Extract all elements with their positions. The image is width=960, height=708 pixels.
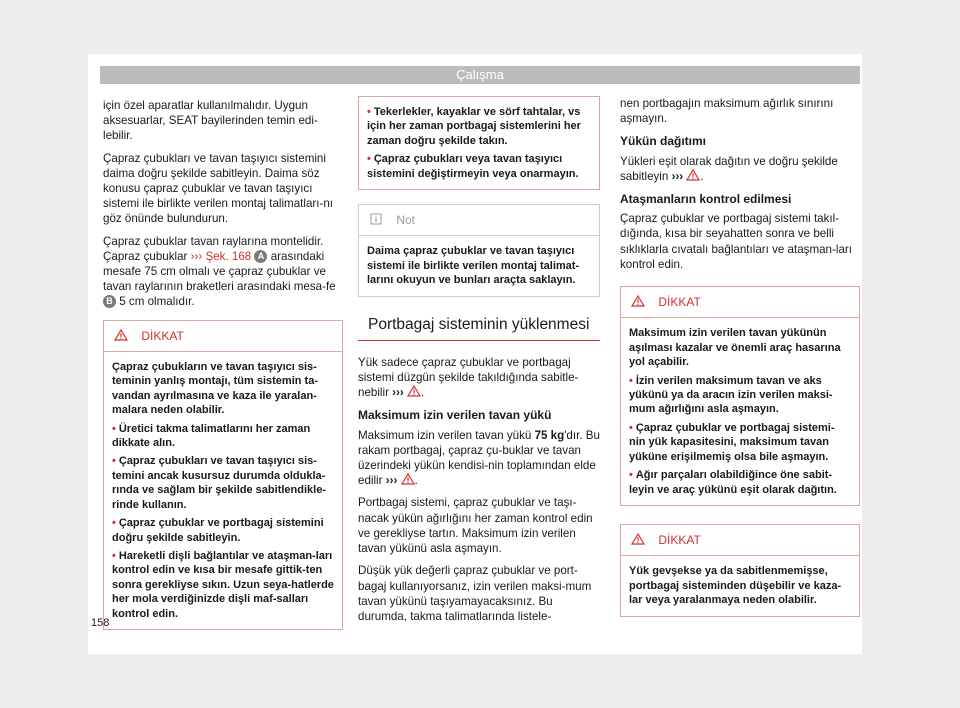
figure-reference-link[interactable]: ››› Şek. 168 xyxy=(190,249,252,263)
cross-reference-arrows: ››› xyxy=(392,386,404,400)
warning-item: • Çapraz çubukları ve tavan taşıyıcı sis-temini ancak kusursuz durumda oldukla-rında ve sağlam bir şekilde sabitlendikle-rinde kullanın. xyxy=(112,455,326,511)
warning-header xyxy=(621,287,859,318)
warning-intro: Maksimum izin verilen tavan yükünün aşılması kazalar ve önemli araç hasarına yol açabilir. xyxy=(629,327,841,369)
warning-box xyxy=(103,320,343,630)
warning-title: DİKKAT xyxy=(658,295,701,310)
note-title: Not xyxy=(396,213,416,228)
cross-reference-arrows: ››› xyxy=(671,169,684,183)
cross-reference-arrows: ››› xyxy=(385,474,398,488)
warning-triangle-icon xyxy=(407,385,421,397)
subheading: Maksimum izin verilen tavan yükü xyxy=(358,408,552,423)
note-box xyxy=(358,204,600,297)
page-number: 158 xyxy=(91,617,110,629)
warning-item: • Çapraz çubuklar ve portbagaj sistemi-nin yük kapasitesini, maksimum tavan yüküne erişilmemiş olsa bile aşmayın. xyxy=(629,421,835,463)
section-title: Portbagaj sisteminin yüklenmesi xyxy=(358,311,600,341)
paragraph: Çapraz çubuklar ve portbagaj sistemi takıl-dığında, kısa bir seyahatten sonra ve belli sıklıklarla cıvatalı bağlantıları ve ataşman-ları kontrol edin. xyxy=(620,212,852,271)
paragraph: Maksimum izin verilen tavan yükü 75 kg'dır. Bu rakam portbagaj, çapraz çu-buklar ve tavan üzerindeki yükün kendisi-nin toplamından elde edilir ››› . xyxy=(358,428,600,488)
column-3 xyxy=(620,96,860,617)
text: Çapraz çubuklar tavan raylarına montelidir. Çapraz çubuklar xyxy=(103,234,324,263)
paragraph: Çapraz çubukları ve tavan taşıyıcı sistemini daima doğru şekilde sabitleyin. Daima söz konusu çapraz çubuklar ve tavan taşıyıcı sistemi ile birlikte verilen montaj talimatları-nı göz önünde bulundurun. xyxy=(103,151,334,226)
warning-triangle-icon xyxy=(114,329,128,341)
note-header xyxy=(359,205,599,236)
warning-item: • Ağır parçaları olabildiğince öne sabit-leyin ve araç yükünü eşit olarak dağıtın. xyxy=(629,469,837,496)
warning-intro: Çapraz çubukların ve tavan taşıyıcı sis-teminin yanlış montajı, tüm sistemin ta-vandan ayrılmasına ve kaza ile yaralan-malara neden olabilir. xyxy=(112,361,318,417)
warning-title: DİKKAT xyxy=(658,532,701,547)
paragraph: Yükleri eşit olarak dağıtın ve doğru şekilde sabitleyin ››› . xyxy=(620,154,838,183)
warning-item: • Çapraz çubukları veya tavan taşıyıcı sistemini değiştirmeyin veya onarmayın. xyxy=(367,153,579,180)
subheading: Ataşmanların kontrol edilmesi xyxy=(620,192,792,207)
warning-triangle-icon xyxy=(631,533,645,545)
warning-title: DİKKAT xyxy=(141,328,184,343)
paragraph: için özel aparatlar kullanılmalıdır. Uygun aksesuarlar, SEAT bayilerinden temin edi-lebilir. xyxy=(103,99,318,143)
info-icon xyxy=(369,213,383,225)
warning-header xyxy=(621,525,859,556)
warning-triangle-icon xyxy=(631,295,645,307)
subheading: Yükün dağıtımı xyxy=(620,134,707,149)
warning-item: • Üretici takma talimatlarını her zaman dikkate alın. xyxy=(112,422,311,450)
warning-item: • İzin verilen maksimum tavan ve aks yükünü ya da aracın izin verilen maksi-mum ağırlığını asla aşmayın. xyxy=(629,374,833,416)
paragraph: Portbagaj sistemi, çapraz çubuklar ve taşı-nacak yükün ağırlığını her zaman kontrol edin ve gerekliyse tartın. Maksimum izin verilen tavan yükünü asla aşmayın. xyxy=(358,496,593,556)
warning-body: Yük gevşekse ya da sabitlenmemişse, portbagaj sisteminden düşebilir ve kaza-lar veya yaralanmaya neden olabilir. xyxy=(621,556,859,615)
page-header: Çalışma xyxy=(100,66,860,84)
column-1 xyxy=(103,98,343,630)
paragraph: Düşük yük değerli çapraz çubuklar ve port-bagaj kullanıyorsanız, izin verilen maksi-mum tavan yükünü taşıyamayacaksınız. Bu durumda, takma talimatlarında listele- xyxy=(358,564,592,623)
warning-header xyxy=(104,321,342,352)
warning-item: • Hareketli dişli bağlantılar ve ataşman-ları kontrol edin ve kısa bir mesafe gittik-ten sonra gerekliyse sıkın. Uzun seya-hatlerde her mola verdiğinizde dişli maf-salları kontrol edin. xyxy=(112,549,334,620)
column-2 xyxy=(358,96,600,631)
text: arasındaki mesafe 75 cm olmalı ve çapraz çubuklar ve tavan raylarının braketleri arasındaki mesa-fe xyxy=(103,249,336,294)
paragraph: Yük sadece çapraz çubuklar ve portbagaj sistemi düzgün şekilde takıldığında sabitle-nebilir ››› . xyxy=(358,355,579,400)
warning-triangle-icon xyxy=(401,473,415,485)
note-body: Daima çapraz çubuklar ve tavan taşıyıcı sistemi ile birlikte verilen montaj talimat-larını okuyun ve bunları araçta saklayın. xyxy=(359,236,599,295)
warning-box xyxy=(620,524,860,617)
callout-b-badge: B xyxy=(103,295,116,308)
warning-triangle-icon xyxy=(686,169,700,181)
warning-body xyxy=(359,97,599,189)
warning-body xyxy=(104,352,342,629)
paragraph: nen portbagajın maksimum ağırlık sınırını aşmayın. xyxy=(620,97,834,126)
warning-box xyxy=(620,286,860,506)
warning-body xyxy=(621,318,859,504)
warning-item: • Tekerlekler, kayaklar ve sörf tahtalar, vs için her zaman portbagaj sistemlerini her zaman doğru şekilde takın. xyxy=(367,106,581,147)
callout-a-badge: A xyxy=(254,250,267,263)
text: 5 cm olmalıdır. xyxy=(119,295,195,309)
paragraph xyxy=(103,234,343,310)
warning-item: • Çapraz çubuklar ve portbagaj sistemini doğru şekilde sabitleyin. xyxy=(112,517,324,544)
warning-continuation-box xyxy=(358,96,600,190)
